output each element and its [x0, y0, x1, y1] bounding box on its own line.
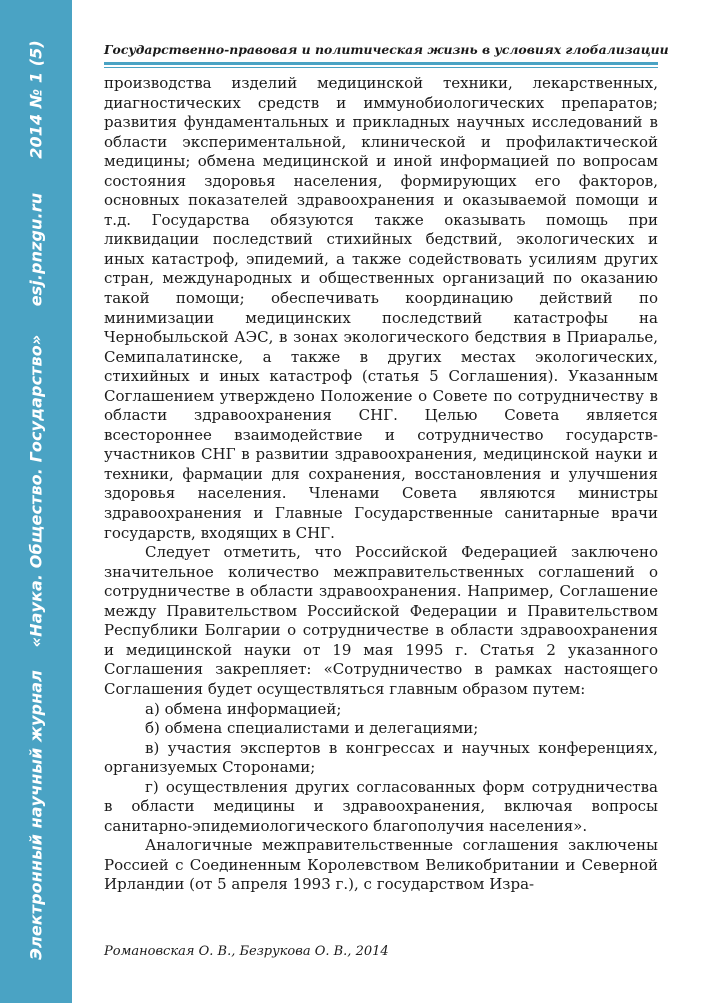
- list-item: г) осуществления других согласованных форм сотрудничества в области медицины и здравоохранения, включая вопросы санитарно-эпидемиологического благополучия населения».: [104, 777, 658, 835]
- journal-title: «Наука. Общество. Государство»: [26, 334, 46, 648]
- running-head: Государственно-правовая и политическая жизнь в условиях глобализации: [104, 42, 669, 57]
- journal-sidebar: [0, 0, 72, 1003]
- copyright-footer: Романовская О. В., Безрукова О. В., 2014: [104, 944, 389, 959]
- list-item: б) обмена специалистами и делегациями;: [145, 719, 479, 738]
- list-item: в) участия экспертов в конгрессах и научных конференциях, организуемых Сторонами;: [104, 738, 658, 777]
- header-rule-thin: [104, 67, 658, 68]
- article-body: [104, 74, 658, 895]
- paragraph: Следует отметить, что Российской Федерацией заключено значительное количество межправительственных соглашений о сотрудничестве в области здравоохранения. Например, Соглашение между Правительством Российской Федерации и Правительством Республики Болгарии о сотрудничестве в области здравоохранения и медицинской науки от 19 мая 1995 г. Статья 2 указанного Соглашения закрепляет: «Сотрудничество в рамках настоящего Соглашения будет осуществляться главным образом путем:: [104, 543, 658, 698]
- paragraph: Аналогичные межправительственные соглашения заключены Россией с Соединенным Королевством Великобритании и Северной Ирландии (от 5 апреля 1993 г.), с государством Изра-: [104, 836, 658, 894]
- header-rule-thick: [104, 62, 658, 65]
- journal-site: esj.pnzgu.ru: [26, 192, 46, 307]
- journal-label: Электронный научный журнал: [26, 670, 46, 960]
- list-item: а) обмена информацией;: [145, 699, 342, 718]
- journal-issue: 2014 № 1 (5): [26, 40, 46, 159]
- journal-vertical-label: [27, 40, 46, 960]
- paragraph: производства изделий медицинской техники, лекарственных, диагностических средств и иммунобиологических препаратов; развития фундаментальных и прикладных научных исследований в области экспериментальной, клинической и профилактической медицины; обмена медицинской и иной информацией по вопросам состояния здоровья населения, формирующих его факторов, основных показателей здравоохранения и оказываемой помощи и т.д. Государства обязуются также оказывать помощь при ликвидации последствий стихийных бедствий, экологических и иных катастроф, эпидемий, а также содействовать усилиям других стран, международных и общественных организаций по оказанию такой помощи; обеспечивать координацию действий по минимизации медицинских последствий катастрофы на Чернобыльской АЭС, в зонах экологического бедствия в Приаралье, Семипалатинске, а также в других местах экологических, стихийных и иных катастроф (статья 5 Соглашения). Указанным Соглашением утверждено Положение о Совете по сотрудничеству в области здравоохранения СНГ. Целью Совета является всестороннее взаимодействие и сотрудничество государств-участников СНГ в развитии здравоохранения, медицинской науки и техники, фармации для сохранения, восстановления и улучшения здоровья населения. Членами Совета являются министры здравоохранения и Главные Государственные санитарные врачи государств, входящих в СНГ.: [104, 74, 658, 542]
